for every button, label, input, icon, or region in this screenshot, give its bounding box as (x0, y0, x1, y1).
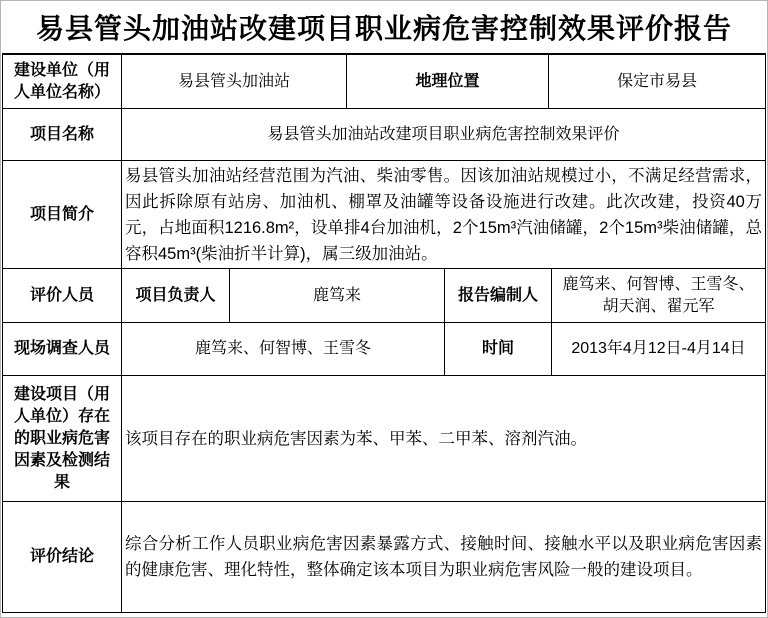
report-authors-value: 鹿笃来、何智博、王雪冬、胡天润、翟元军 (562, 275, 755, 315)
table-row-construction-unit (3, 55, 765, 109)
survey-time-label: 时间 (445, 323, 552, 375)
construction-unit-value: 易县管头加油站 (122, 55, 347, 108)
table-row-evaluation-conclusion (3, 502, 765, 612)
survey-time-value: 2013年4月12日-4月14日 (571, 340, 746, 357)
table-row-hazard-factors (3, 376, 765, 502)
report-table (2, 53, 766, 613)
table-row-project-summary (3, 161, 765, 269)
project-leader-label: 项目负责人 (122, 269, 230, 322)
evaluation-staff-label: 评价人员 (3, 269, 122, 322)
hazard-factors-label: 建设项目（用人单位）存在的职业病危害因素及检测结果 (3, 376, 122, 501)
table-row-site-survey (3, 323, 765, 376)
construction-unit-label: 建设单位（用人单位名称） (3, 55, 122, 108)
hazard-factors-value: 该项目存在的职业病危害因素为苯、甲苯、二甲苯、溶剂汽油。 (125, 429, 587, 448)
site-survey-staff-value: 鹿笃来、何智博、王雪冬 (122, 323, 445, 375)
report-authors-label: 报告编制人 (445, 269, 552, 322)
geographic-location-label: 地理位置 (347, 55, 549, 108)
site-survey-staff-label: 现场调查人员 (3, 323, 122, 375)
project-summary-value: 易县管头加油站经营范围为汽油、柴油零售。因该加油站规模过小，不满足经营需求，因此拆除原有站房、加油机、棚罩及油罐等设备设施进行改建。此次改建，投资40万元，占地面积1216.8m²，设单排4台加油机，2个15m³汽油储罐，2个15m³柴油储罐，总容积45m³(柴油折半计算)，属三级加油站。 (125, 166, 762, 263)
table-row-project-name (3, 109, 765, 161)
project-summary-label: 项目简介 (3, 161, 122, 268)
project-name-label: 项目名称 (3, 109, 122, 160)
evaluation-conclusion-value: 综合分析工作人员职业病危害因素暴露方式、接触时间、接触水平以及职业病危害因素的健康危害、理化特性，整体确定该本项目为职业病危害风险一般的建设项目。 (125, 535, 762, 579)
project-name-value: 易县管头加油站改建项目职业病危害控制效果评价 (267, 125, 620, 143)
page-title: 易县管头加油站改建项目职业病危害控制效果评价报告 (35, 13, 732, 44)
geographic-location-value: 保定市易县 (616, 72, 697, 90)
table-row-evaluation-staff (3, 269, 765, 323)
project-leader-value: 鹿笃来 (230, 269, 445, 322)
evaluation-conclusion-label: 评价结论 (3, 502, 122, 612)
